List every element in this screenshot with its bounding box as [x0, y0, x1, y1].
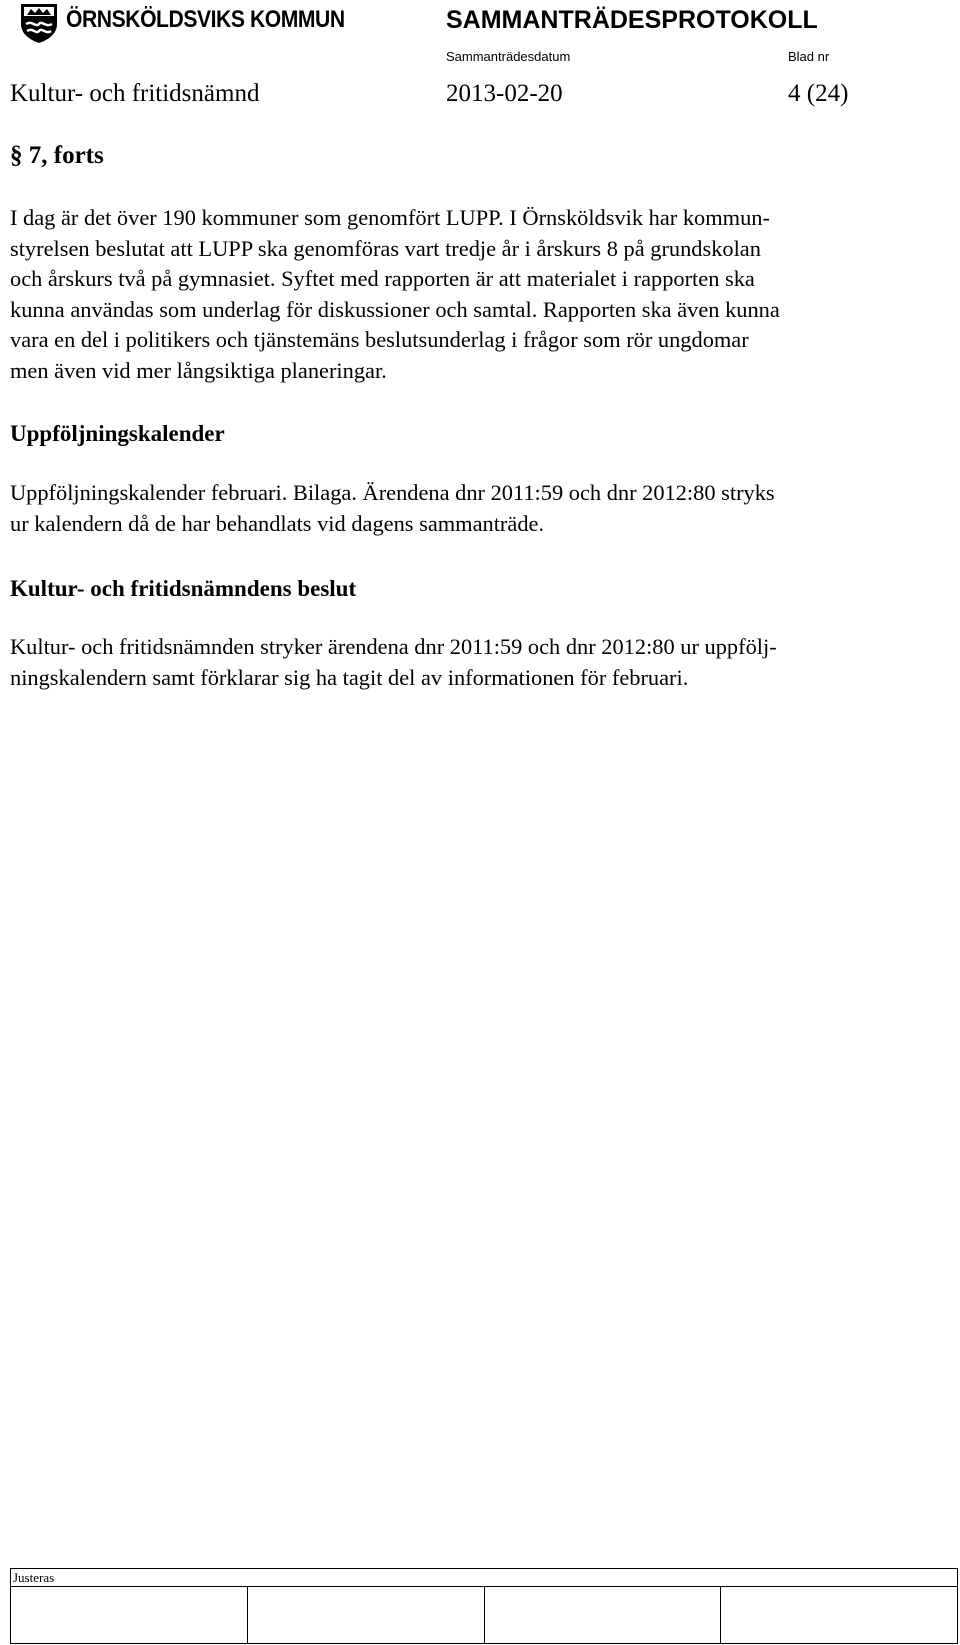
decision-heading: Kultur- och fritidsnämndens beslut [10, 576, 357, 601]
paragraph-line: styrelsen beslutat att LUPP ska genomföras vart tredje år i årskurs 8 på grundskolan [10, 235, 761, 261]
paragraph-lupp [10, 203, 940, 386]
paragraph-line: kunna användas som underlag för diskussioner och samtal. Rapporten ska även kunna [10, 296, 780, 322]
signature-cell [11, 1587, 248, 1644]
paragraph-line: Kultur- och fritidsnämnden stryker ärendena dnr 2011:59 och dnr 2012:80 ur uppfölj- [10, 634, 777, 659]
followup-heading: Uppföljningskalender [10, 421, 225, 446]
date-label: Sammanträdesdatum [446, 49, 571, 64]
document-title: SAMMANTRÄDESPROTOKOLL [446, 6, 818, 34]
justeras-label: Justeras [13, 1570, 55, 1585]
paragraph-line: men även vid mer långsiktiga planeringar. [10, 357, 387, 383]
signature-cell [247, 1587, 484, 1644]
justeras-row [11, 1569, 958, 1587]
section-number: § 7, forts [10, 142, 104, 169]
paragraph-decision [10, 632, 940, 693]
page-label: Blad nr [788, 49, 830, 64]
paragraph-line: ur kalendern då de har behandlats vid dagens sammanträde. [10, 510, 545, 536]
signature-cell [484, 1587, 721, 1644]
paragraph-line: och årskurs två på gymnasiet. Syftet med rapporten är att materialet i rapporten ska [10, 266, 755, 291]
paragraph-line: vara en del i politikers och tjänstemäns beslutsunderlag i frågor som rör ungdomar [10, 327, 749, 352]
paragraph-followup [10, 478, 940, 539]
signature-cell [721, 1587, 958, 1644]
paragraph-line: ningskalendern samt förklarar sig ha tagit del av informationen för februari. [10, 664, 689, 690]
paragraph-line: I dag är det över 190 kommuner som genomfört LUPP. I Örnsköldsvik har kommun- [10, 205, 770, 230]
municipality-name: ÖRNSKÖLDSVIKS KOMMUN [66, 6, 345, 33]
meeting-date: 2013-02-20 [446, 80, 563, 107]
signature-table [10, 1568, 958, 1644]
paragraph-line: Uppföljningskalender februari. Bilaga. Ärendena dnr 2011:59 och dnr 2012:80 stryks [10, 480, 775, 505]
coat-of-arms-icon [18, 2, 60, 44]
committee-name: Kultur- och fritidsnämnd [10, 80, 260, 107]
page-number: 4 (24) [788, 80, 849, 107]
